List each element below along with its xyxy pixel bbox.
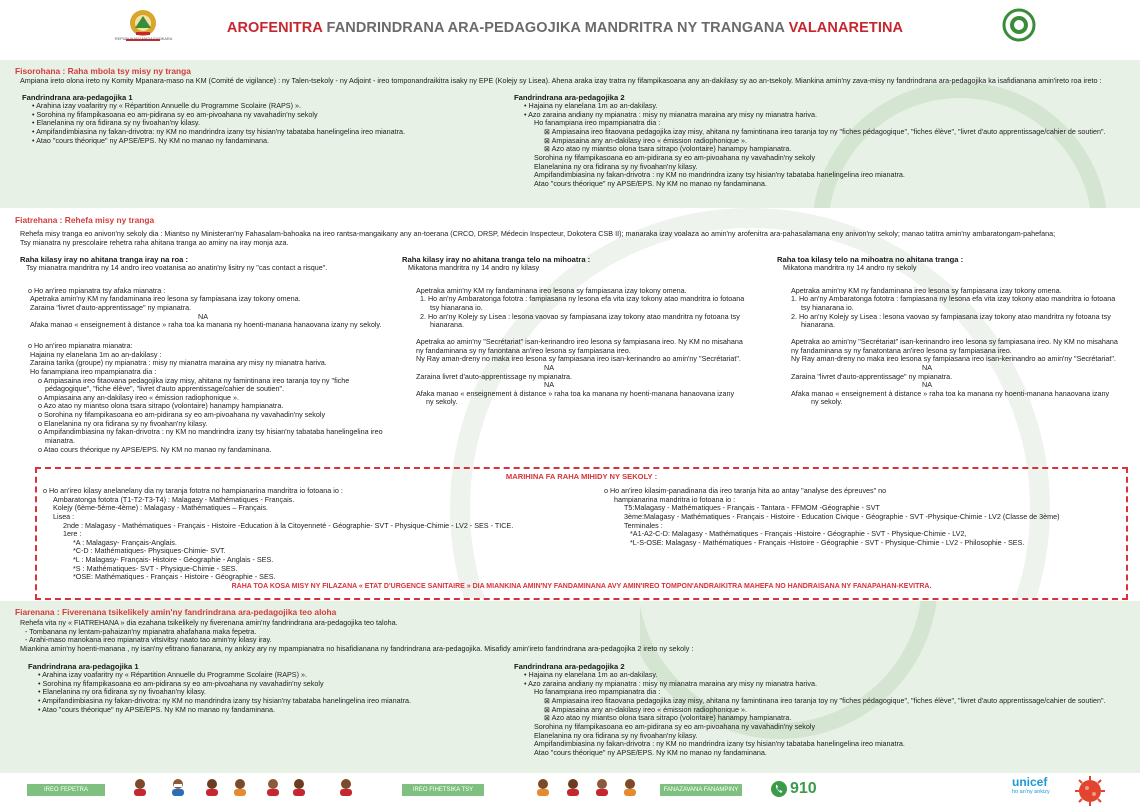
list-item: 1. Ho an'ny Ambaratonga fototra : fampiasana ny lesona efa vita izay tokony atao mandritra io fotoana [791,294,1116,304]
intro-line: - Arahi-maso manokana ireo mpianatra vitsivitsy naato tao amin'ny kilasy iray. [25,635,272,645]
list-item: Elanelanina ny ora fidirana sy ny fivoahan'ny kilasy. [534,161,698,171]
list-item: pédagogique", "fiche élève", "livret d'auto apprentissage/cahier de soutien". [45,384,285,394]
list-item: Afaka manao « enseignement à distance » raha toa ka manana ny hoenti-manana hanaovana izany [416,388,735,398]
person-no-crowd-icon [622,778,638,796]
list-item: Apetraka amin'ny KM ny fandaminana ireo lesona sy fampiasana izay tokony omena. [30,294,301,304]
note-box-footer: RAHA TOA KOSA MISY NY FILAZANA « ETAT D'URGENCE SANITAIRE » DIA MIANKINA AMIN'NY FANDAMINANA AVY AMIN'IREO TOMPON'ANDRAIKITRA MAHEFA NO HANDRAISANA NY FANAPAHAN-KEVITRA. [231,583,932,590]
list-item: 2nde : Malagasy - Mathématiques - Français - Histoire -Education à la Citoyenneté - Géographie- SVT - Physique-Chimie - LV2 - SES - TICE. [63,520,514,530]
list-item: • Sorohina ny fifampikasoana eo am-pidirana sy eo am-pivoahana ny vavahadin'ny sekoly [38,678,324,688]
list-item: • Atao "cours théorique" ny APSE/EPS. Ny KM no manao ny fandaminana. [38,704,275,714]
school-closure-note-box [35,467,1128,600]
list-item: Apetraka ao amin'ny "Secrétariat" isan-kerinandro ireo lesona sy fampiasana ireo. Ny KM no misahana [416,336,743,346]
column-three-cases-school [777,255,1118,407]
list-item: • Elanelanina ny ora fidirana sy ny fivoahan'ny kilasy. [38,687,206,697]
list-item: tsy hianarana io. [430,303,483,313]
logo-caption: REPUBLIKAN'I MADAGASIKARA [114,37,173,41]
person-cough-icon [204,778,220,796]
intro-line: - Tombanana ny lentam-pahaizan'ny mpianatra ahafahana maka fepetra. [25,626,257,636]
column-title: Fandrindrana ara-pedagojika 1 [22,93,133,102]
section-prevention [0,60,1140,208]
header [0,0,1140,60]
list-item: ⊠ Ampiasaina any an-dakilasy ireo « émission radiophonique ». [544,704,747,714]
hotline [770,779,817,798]
footer-pill-protection: IREO FEPETRA FIAROVANA [27,784,105,796]
section-heading: Fiatrehana : Rehefa misy ny tranga [15,215,155,225]
list-item: hianarana. [801,320,835,330]
list-item: *C-D : Mathématiques- Physiques-Chimie- SVT. [73,546,226,556]
person-no-spit-icon [594,778,610,796]
list-item: Zaraina livret d'auto-apprentissage ny mpianatra. [416,371,572,381]
hotline-number: 910 [790,780,817,797]
list-item: Zaraina "livret d'auto-apprentissage" ny mpianatra. [791,371,953,381]
section-intro [20,619,693,654]
footer-pill-info: FANAZAVANA FANAMPINY [660,784,742,796]
intro-line: Rehefa vita ny « FIATREHANA » dia ezahana tsikelikely ny fiverenana amin'ny fandrindrana ara-pedagojika teo taloha. [20,618,398,627]
list-item: o Azo atao ny miantso olona tsara sitrapo (volontaire) hanampy hampianatra. [38,401,284,411]
column-plan-2 [514,662,1106,758]
person-distance-icon [232,778,248,796]
list-item: Ho fanampiana ireo mpampianatra dia : [534,687,661,697]
list-item: ⊠ Ampiasaina ireo fitaovana pedagojika izay misy, ahitana ny famintinana ireo taranja toy ny "fiches pédagogique", "fiches élève", "livret d'auto apprentissage/cahier de soutien". [544,696,1106,706]
column-subtitle: Mikatona mandritra ny 14 andro ny kilasy [408,263,540,273]
column-title: Raha toa kilasy telo na mihoatra no ahitana tranga : [777,255,964,264]
list-item: o Ampiasaina ireo fitaovana pedagojika izay misy, ahitana ny famintinana ireo taranja toy ny "fiche [38,375,350,385]
list-item: 1. Ho an'ny Ambaratonga fototra : fampiasana ny lesona efa vita izay tokony atao mandritra io fotoana [420,294,745,304]
list-item: • Ampifandimbiasina ny fakan-drivotra: ny KM no mandrindra izany tsy hisian'ny tabataba hanelingelina ireo mianatra. [38,696,412,706]
intro-line: Miankina amin'ny hoenti-manana , ny isan'ny efitrano fianarana, ny ankizy ary ny mpampianatra no hisafidianana ny fandrindrana ara-pedagojika. Misafidy amin'ireto fandrindrana ara-pedagojika 2 ireto ny sekoly : [20,643,694,653]
list-item: Lisea : [53,511,75,521]
list-item: 1ere : [63,529,82,539]
list-item: • Hajaina ny elanelana 1m ao an-dakilasy. [524,670,658,680]
list-item: Apetraka ao amin'ny "Secrétariat" isan-kerinandro ireo lesona sy fampiasana ireo. Ny KM no misahana [791,336,1118,346]
list-item: • Azo zaraina andiany ny mpianatra : misy ny mianatra maraina ary misy ny mianatra hariva. [524,109,817,119]
list-item: Ny Ray aman-dreny no maka ireo lesona sy fampiasana ireo isan-kerinandro ao amin'ny "Secrétariat". [791,354,1116,364]
title-part-a: AROFENITRA [226,20,323,36]
section-return [0,601,1140,773]
list-item: ny sekoly. [426,397,458,407]
list-item: ny fandaminana sy ny fanatontana an'ireo lesona sy fampiasana ireo. [791,345,1012,355]
list-item: Ho fanampiana ireo mpampianatra dia : [30,366,157,376]
list-item: Afaka manao « enseignement à distance » raha toa ka manana ny hoenti-manana hanaovana izany ny sekoly. [30,320,382,330]
list-item: o Ho an'ireo mpianatra mianatra: [28,340,133,350]
list-item: • Azo zaraina andiany ny mpianatra : misy ny mianatra maraina ary misy ny mianatra hariva. [524,678,817,688]
page-title [150,20,980,37]
column-title: Fandrindrana ara-pedagojika 2 [514,662,625,671]
note-box-title: MARIHINA FA RAHA MIHIDY NY SEKOLY : [505,472,658,481]
phone-icon [770,780,788,798]
list-item: Kolejy (6ème-5ème-4ème) : Malagasy - Mathématiques – Français. [53,503,268,513]
list-item: o Ampiasaina any an-dakilasy ireo « émission radiophonique ». [38,392,239,402]
list-item: NA [198,311,208,321]
column-three-cases-class [402,255,744,407]
list-item: Atao "cours théorique" ny APSE/EPS. Ny KM no manao ny fandaminana. [534,178,767,188]
note-box-right [604,487,1060,547]
list-item: o Ho an'ireo mpianatra tsy afaka mianatra : [28,285,166,295]
list-item: NA [922,380,932,390]
section-heading: Fiarenana : Fiverenana tsikelikely amin'ny fandrindrana ara-pedagojika teo aloha [15,607,337,617]
list-item: Afaka manao « enseignement à distance » raha toa ka manana ny hoenti-manana hanaovana izany [791,388,1110,398]
unicef-logo [1012,775,1050,796]
list-item: • Sorohina ny fifampikasoana eo am-pidirana sy eo am-pivoahana ny vavahadin'ny sekoly [32,109,318,119]
list-item: ny sekoly. [811,397,843,407]
list-item: o Ampifandimbiasina ny fakan-drivotra : ny KM no mandrindra izany tsy hisian'ny tabataba hanelingelina ireo [38,427,383,437]
column-subtitle: Mikatona mandritra ny 14 andro ny sekoly [783,263,917,273]
list-item: o Ho an'ireo kilasim-panadinana dia ireo taranja hita ao antay "analyse des épreuves" no [604,486,887,495]
list-item: Sorohina ny fifampikasoana eo am-pidirana sy eo am-pivoahana ny vavahadin'ny sekoly [534,152,816,162]
list-item: o Elanelanina ny ora fidirana sy ny fivoahan'ny kilasy. [38,418,208,428]
list-item: • Elanelanina ny ora fidirana sy ny fivoahan'ny kilasy. [32,118,200,128]
list-item: • Hajaina ny elanelana 1m ao an-dakilasy. [524,101,658,111]
column-plan-1 [22,93,405,145]
coronavirus-icon [1070,773,1110,806]
list-item: ⊠ Ampiasaina ireo fitaovana pedagojika izay misy, ahitana ny famintinana ireo taranja toy ny "fiches pédagogique", "fiches élève", "livret d'auto apprentissage/cahier de soutien". [544,127,1106,137]
footer-pill-habits: IREO FIHETSIKA TSY SORITRA [402,784,484,796]
list-item: ⊠ Azo atao ny miantso olona tsara sitrapo (volontaire) hanampy hampianatra. [544,144,792,154]
list-item: *A1-A2-C-D: Malagasy - Mathématiques - Français -Histoire - Géographie - SVT - Physique-Chimie - LV2, [630,529,967,539]
list-item: Ampifandimbiasina ny fakan-drivotra : ny KM no mandrindra izany tsy hisian'ny tabataba hanelingelina ireo mianatra. [534,739,905,749]
column-plan-2 [514,93,1106,189]
person-wash-icon [265,778,281,796]
unicef-wordmark: unicef [1012,775,1048,789]
title-part-c: VALANARETINA [788,20,904,36]
list-item: 2. Ho an'ny Kolejy sy Lisea : lesona vaovao sy fampiasana izay tokony atao mandritra ny fotoana tsy [420,311,740,321]
section-intro: Rehefa misy tranga eo anivon'ny sekoly dia : Miantso ny Ministeran'ny Fahasalam-bahoaka na ireo rantsa-mangaikany any an-toerana (CRCO, DRSP, Médecin Inspecteur, Dokotera CSB II); manaraka izay voalaza ao amin'ny arofenitra ara-pahasalamana eny anivon'ny sekoly; manao tatitra amin'ny ambaratongam-pahefana; [20,229,1056,238]
column-one-or-two-cases [20,255,383,454]
list-item: o Atao cours théorique ny APSE/EPS. Ny KM no manao ny fandaminana. [38,444,272,454]
list-item: Ny Ray aman-dreny no maka ireo lesona sy fampiasana ireo isan-kerinandro ao amin'ny "Secrétariat". [416,354,741,364]
list-item: 2. Ho an'ny Kolejy sy Lisea : lesona vaovao sy fampiasana izay tokony atao mandritra ny fotoana tsy [791,311,1111,321]
list-item: *S : Mathématiques- SVT - Physique-Chimie - SES. [73,563,238,573]
list-item: Apetraka amin'ny KM ny fandaminana ireo lesona sy fampiasana izay tokony omena. [791,285,1062,295]
unicef-tagline: ho an'ny ankizy [1012,789,1050,796]
note-box-left [43,487,513,582]
person-no-hug-icon [565,778,581,796]
list-item: Atao "cours théorique" ny APSE/EPS. Ny KM no manao ny fandaminana. [534,747,767,757]
column-title: Raha kilasy iray no ahitana tranga iray na roa : [20,255,188,264]
person-avoid-touch-icon [338,778,354,796]
person-stay-home-icon [291,778,307,796]
list-item: NA [922,362,932,372]
list-item: hianarana. [430,320,464,330]
list-item: Hajaina ny elanelana 1m ao an-dakilasy : [30,349,162,359]
column-plan-1 [28,662,411,714]
list-item: *L-S-OSE: Malagasy - Mathématiques - Français -Histoire - Géographie - SVT - Physique-Chimie - LV2 - Philosophie - SES. [630,537,1025,547]
list-item: Ampifandimbiasina ny fakan-drivotra : ny KM no mandrindra izany tsy hisian'ny tabataba hanelingelina ireo mianatra. [534,170,905,180]
list-item: T5:Malagasy - Mathématiques - Français - Tantara - FFMOM -Géographie - SVT [624,503,880,513]
list-item: 3ème:Malagasy - Mathématiques - Français - Histoire - Education Civique - Géographie - SVT -Physique-Chimie - LV2 (Classe de 3ème) [624,511,1060,521]
list-item: NA [544,380,554,390]
section-heading: Fisorohana : Raha mbola tsy misy ny tranga [15,66,191,76]
column-title: Raha kilasy iray no ahitana tranga telo na mihoatra : [402,255,591,264]
column-subtitle: Tsy mianatra mandritra ny 14 andro ireo voatanisa ao anatin'ny lisitry ny "cas contact a risque". [26,263,328,273]
list-item: Apetraka amin'ny KM ny fandaminana ireo lesona sy fampiasana izay tokony omena. [416,285,687,295]
list-item: tsy hianarana io. [801,303,854,313]
list-item: Sorohina ny fifampikasoana eo am-pidirana sy eo am-pivoahana ny vavahadin'ny sekoly [534,721,816,731]
list-item: *L : Malagasy- Français- Histoire - Géographie - Anglais - SES. [73,555,274,565]
list-item: hampianarina mandritra io fotoana io : [614,494,736,504]
list-item: mianatra. [45,436,75,445]
list-item: ⊠ Azo atao ny miantso olona tsara sitrapo (volontaire) hanampy hampianatra. [544,713,792,723]
person-no-handshake-icon [535,778,551,796]
list-item: ny fandaminana sy ny fanontana an'ireo lesona sy fampiasana ireo. [416,345,631,355]
list-item: o Ho an'ireo kilasy anelanelany dia ny taranja fototra no hampianarina mandritra io fotoana io : [43,486,343,495]
list-item: Ho fanampiana ireo mpampianatra dia : [534,118,661,128]
section-intro: Ampiana ireto olona ireto ny Komity Mpanara-maso na KM (Comité de vigilance) : ny Talen-tsekoly - ny Adjoint - ireo tomponandraikitra isaky ny EPE (Kolejy sy Lisea). Ahena araka izay tratra ny fifampikasoana any an-dakilasy sy ao an-tsekoly. Miankina amin'ny zava-misy ny fandrindrana ara-pedagojika ka isafidianana amin'ireto roa ireto : [20,76,1102,85]
section-intro: Tsy mianatra ny prescolaire rehetra raha ahitana tranga ao aminy na iray monja aza. [20,238,289,247]
ministry-seal-icon [1002,8,1036,42]
list-item: *A : Malagasy- Français-Anglais. [73,537,177,547]
list-item: Terminales : [624,520,663,530]
column-title: Fandrindrana ara-pedagojika 2 [514,93,625,102]
column-title: Fandrindrana ara-pedagojika 1 [28,662,139,671]
list-item: • Arahina izay voafaritry ny « Répartition Annuelle du Programme Scolaire (RAPS) ». [38,670,307,680]
list-item: Elanelanina ny ora fidirana sy ny fivoahan'ny kilasy. [534,730,698,740]
list-item: • Arahina izay voafaritry ny « Répartition Annuelle du Programme Scolaire (RAPS) ». [32,101,301,111]
list-item: Ambaratonga fototra (T1-T2-T3-T4) : Malagasy - Mathématiques - Français. [53,494,295,504]
person-washing-hands-icon [132,778,148,796]
list-item: Zaraina "livret d'auto-apprentissage" ny mpianatra. [30,303,192,313]
person-mask-icon [170,778,186,796]
list-item: • Ampifandimbiasina ny fakan-drivotra: ny KM no mandrindra izany tsy hisian'ny tabataba hanelingelina ireo mianatra. [32,127,406,137]
list-item: ⊠ Ampiasaina any an-dakilasy ireo « émission radiophonique ». [544,135,747,145]
list-item: *OSE: Mathématiques - Français - Histoire - Géographie - SES. [73,572,276,582]
list-item: o Sorohina ny fifampikasoana eo am-pidirana sy eo am-pivoahana ny vavahadin'ny sekoly [38,410,326,420]
list-item: • Atao "cours théorique" ny APSE/EPS. Ny KM no manao ny fandaminana. [32,135,269,145]
list-item: NA [544,362,554,372]
title-part-b: FANDRINDRANA ARA-PEDAGOJIKA MANDRITRA NY TRANGANA [326,20,785,36]
list-item: Zaraina tarika (groupe) ny mpianatra : misy ny mianatra maraina ary misy ny mianatra hariva. [30,358,327,368]
